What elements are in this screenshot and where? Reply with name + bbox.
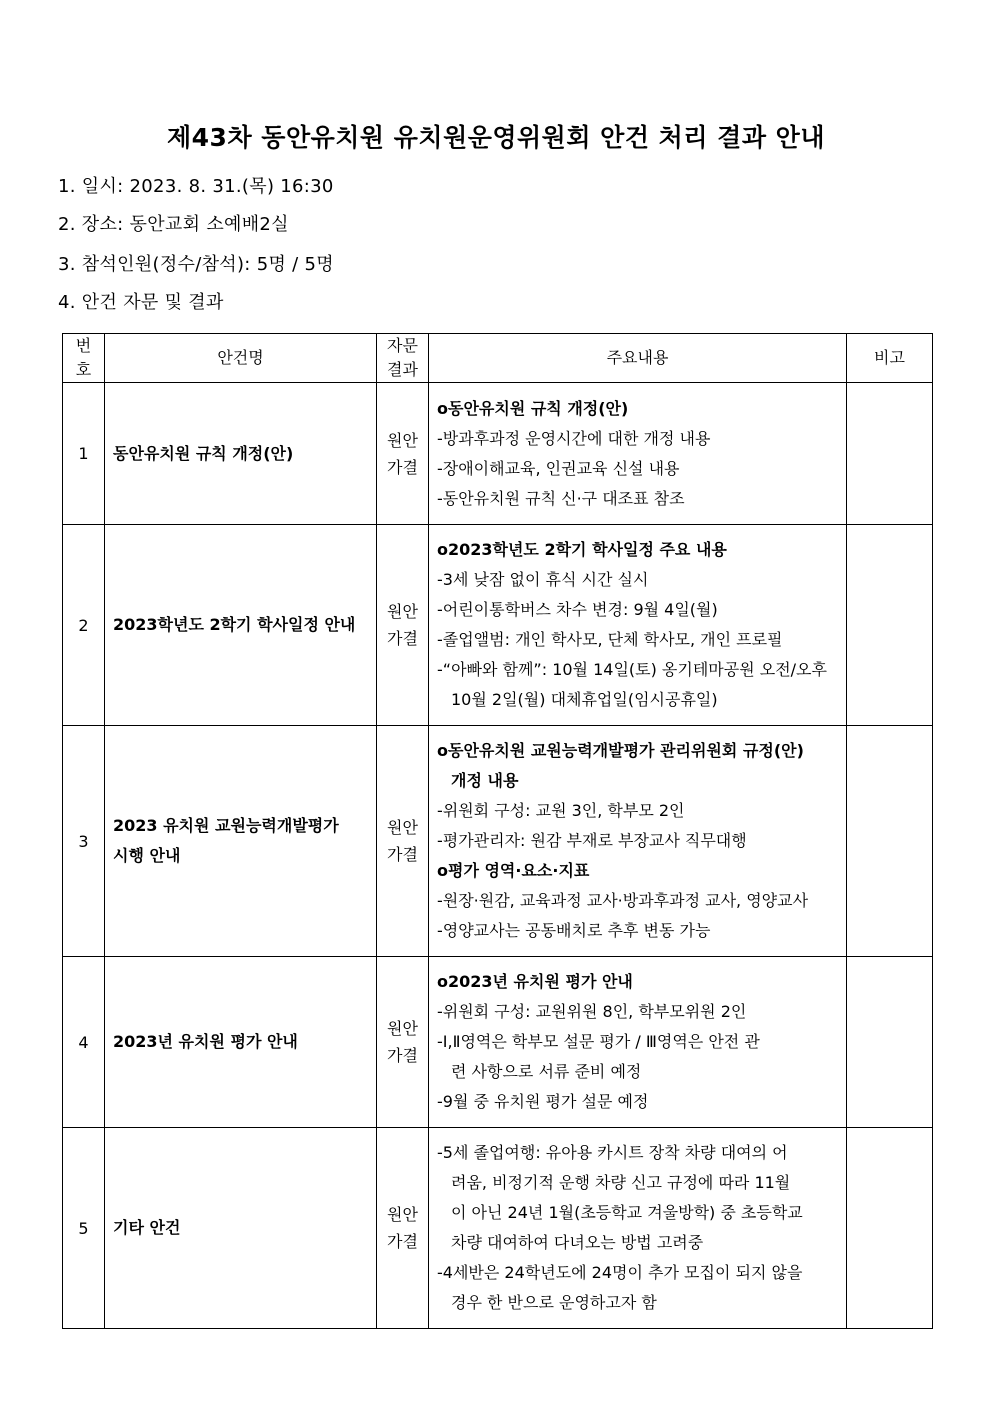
table-row xyxy=(63,383,933,525)
row-content: o동안유치원 교원능력개발평가 관리위원회 규정(안) 개정 내용 -위원회 구성: 교원 3인, 학부모 2인 -평가관리자: 원감 부재로 부장교사 직무대행 o평가 영역·요소·지표 -원장·원감, 교육과정 교사·방과후과정 교사, 영양교사 -영양교사는 공동배치로 추후 변동 가능 xyxy=(429,726,847,957)
info-date: 1. 일시: 2023. 8. 31.(목) 16:30 xyxy=(58,176,334,197)
row-num: 3 xyxy=(63,726,105,957)
header-result: 자문 결과 xyxy=(377,334,429,383)
header-note: 비고 xyxy=(847,334,933,383)
row-result: 원안 가결 xyxy=(377,525,429,726)
row-name: 2023 유치원 교원능력개발평가 시행 안내 xyxy=(105,726,377,957)
table-row xyxy=(63,957,933,1128)
row-name: 동안유치원 규칙 개정(안) xyxy=(105,383,377,525)
row-content: o2023학년도 2학기 학사일정 주요 내용 -3세 낮잠 없이 휴식 시간 실시 -어린이통학버스 차수 변경: 9월 4일(월) -졸업앨범: 개인 학사모, 단체 학사모, 개인 프로필 -“아빠와 함께”: 10월 14일(토) 옹기테마공원 오전/오후 10월 2일(월) 대체휴업일(임시공휴일) xyxy=(429,525,847,726)
row-note xyxy=(847,957,933,1128)
info-agenda-heading: 4. 안건 자문 및 결과 xyxy=(58,292,224,313)
row-num: 5 xyxy=(63,1128,105,1329)
table-header-row xyxy=(63,334,933,383)
table-row xyxy=(63,1128,933,1329)
row-result: 원안 가결 xyxy=(377,957,429,1128)
row-name: 기타 안건 xyxy=(105,1128,377,1329)
info-place: 2. 장소: 동안교회 소예배2실 xyxy=(58,214,289,235)
header-num: 번 호 xyxy=(63,334,105,383)
row-result: 원안 가결 xyxy=(377,726,429,957)
header-content: 주요내용 xyxy=(429,334,847,383)
row-content: o2023년 유치원 평가 안내 -위원회 구성: 교원위원 8인, 학부모위원 2인 -Ⅰ,Ⅱ영역은 학부모 설문 평가 / Ⅲ영역은 안전 관 련 사항으로 서류 준비 예정 -9월 중 유치원 평가 설문 예정 xyxy=(429,957,847,1128)
row-note xyxy=(847,726,933,957)
row-content: o동안유치원 규칙 개정(안) -방과후과정 운영시간에 대한 개정 내용 -장애이해교육, 인권교육 신설 내용 -동안유치원 규칙 신·구 대조표 참조 xyxy=(429,383,847,525)
row-result: 원안 가결 xyxy=(377,1128,429,1329)
row-name: 2023학년도 2학기 학사일정 안내 xyxy=(105,525,377,726)
table-row xyxy=(63,525,933,726)
row-name: 2023년 유치원 평가 안내 xyxy=(105,957,377,1128)
table-row xyxy=(63,726,933,957)
header-name: 안건명 xyxy=(105,334,377,383)
row-note xyxy=(847,1128,933,1329)
row-num: 2 xyxy=(63,525,105,726)
row-note xyxy=(847,383,933,525)
row-note xyxy=(847,525,933,726)
info-attendance: 3. 참석인원(정수/참석): 5명 / 5명 xyxy=(58,254,334,275)
agenda-table xyxy=(62,333,933,1329)
row-num: 4 xyxy=(63,957,105,1128)
row-num: 1 xyxy=(63,383,105,525)
row-content: -5세 졸업여행: 유아용 카시트 장착 차량 대여의 어 려움, 비정기적 운행 차량 신고 규정에 따라 11월 이 아닌 24년 1월(초등학교 겨울방학) 중 초등학교 차량 대여하여 다녀오는 방법 고려중 -4세반은 24학년도에 24명이 추가 모집이 되지 않을 경우 한 반으로 운영하고자 함 xyxy=(429,1128,847,1329)
row-result: 원안 가결 xyxy=(377,383,429,525)
page-title: 제43차 동안유치원 유치원운영위원회 안건 처리 결과 안내 xyxy=(167,123,825,152)
